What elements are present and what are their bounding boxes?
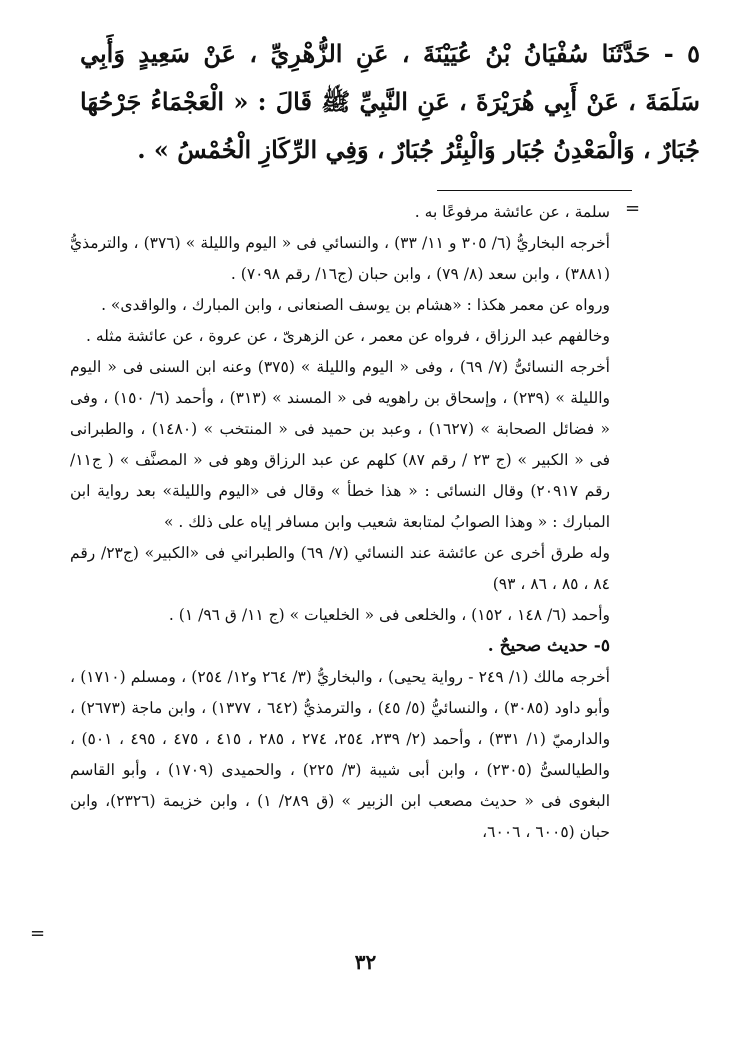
footnote-paragraph: وخالفهم عبد الرزاق ، فرواه عن معمر ، عن الزهرىّ ، عن عروة ، عن عائشة مثله . xyxy=(85,327,610,345)
page-number: ٣٢ xyxy=(354,950,377,974)
continuation-marker-top: = xyxy=(625,198,641,219)
continuation-marker-bottom: = xyxy=(30,923,46,944)
footnote-heading: ٥- حديث صحيحٌ . xyxy=(487,636,610,656)
footnote-paragraph: وأحمد (٦/ ١٤٨ ، ١٥٢) ، والخلعى فى « الخلعيات » (ج ١١/ ق ٩٦/ ١) . xyxy=(168,606,610,624)
footnote-paragraph: وله طرق أخرى عن عائشة عند النسائي (٧/ ٦٩) والطبراني فى «الكبير» (ج٢٣/ رقم ٨٤ ، ٨٥ ، ٨٦ ، ٩٣) xyxy=(70,544,611,593)
footnote-paragraph: ورواه عن معمر هكذا : «هشام بن يوسف الصنعانى ، وابن المبارك ، والواقدى» . xyxy=(101,296,610,314)
footnote-paragraph: سلمة ، عن عائشة مرفوعًا به . xyxy=(414,203,610,221)
footnote-paragraph: أخرجه النسائىُّ (٧/ ٦٩) ، وفى « اليوم والليلة » (٣٧٥) وعنه ابن السنى فى « اليوم والليلة » (٢٣٩) ، وإسحاق بن راهويه فى « المسند » (٣١٣) ، وأحمد (٦/ ١٥٠) ، وفى « فضائل الصحابة » (١٦٢٧) ، وعبد بن حميد فى « المنتخب » (١٤٨٠) ، والطبرانى فى « الكبير » (ج ٢٣ / رقم ٨٧) كلهم عن عبد الرزاق وهو فى « المصنَّف » ( ج١١/ رقم ٢٠٩١٧) وقال النسائى : « هذا خطأ » وقال فى «اليوم والليلة» بعد رواية ابن المبارك : « وهذا الصوابُ لمتابعة شعيب وابن مسافر إياه على ذلك . » xyxy=(70,358,611,531)
footnotes xyxy=(70,197,610,848)
footnote-paragraph: أخرجه مالك (١/ ٢٤٩ - رواية يحيى) ، والبخاريُّ (٣/ ٢٦٤ و١٢/ ٢٥٤) ، ومسلم (١٧١٠) ، وأبو داود (٣٠٨٥) ، والنسائيُّ (٥/ ٤٥) ، والترمذيُّ (٦٤٢ ، ١٣٧٧) ، وابن ماجة (٢٦٧٣) ، والدارميّ (١/ ٣٣١) ، وأحمد (٢/ ٢٣٩، ٢٥٤، ٢٧٤ ، ٢٨٥ ، ٤١٥ ، ٤٧٥ ، ٤٩٥ ، ٥٠١) ، والطيالسىُّ (٢٣٠٥) ، وابن أبى شيبة (٣/ ٢٢٥) ، والحميدى (١٧٠٩) ، وأبو القاسم البغوى فى « حديث مصعب ابن الزبير » (ق ٢٨٩/ ١) ، وابن خزيمة (٢٣٢٦)، وابن حبان (٦٠٠٥ ، ٦٠٠٦، xyxy=(70,668,611,841)
footnote-separator xyxy=(437,190,632,191)
footnote-paragraph: أخرجه البخاريُّ (٦/ ٣٠٥ و ١١/ ٣٣) ، والنسائي فى « اليوم والليلة » (٣٧٦) ، والترمذيُّ (٣٨٨١) ، وابن سعد (٨/ ٧٩) ، وابن حبان (ج١٦/ رقم ٧٠٩٨) . xyxy=(70,234,610,283)
hadith-text: ٥ - حَدَّثَنَا سُفْيَانُ بْنُ عُيَيْنَةَ ، عَنِ الزُّهْرِيِّ ، عَنْ سَعِيدٍ وَأَبِي سَلَمَةَ ، عَنْ أَبِي هُرَيْرَةَ ، عَنِ النَّبِيِّ ﷺ قَالَ : « الْعَجْمَاءُ جَرْحُهَا جُبَارٌ ، وَالْمَعْدِنُ جُبَار وَالْبِئْرُ جُبَارٌ ، وَفِي الرِّكَازِ الْخُمْسُ » . xyxy=(80,39,700,164)
